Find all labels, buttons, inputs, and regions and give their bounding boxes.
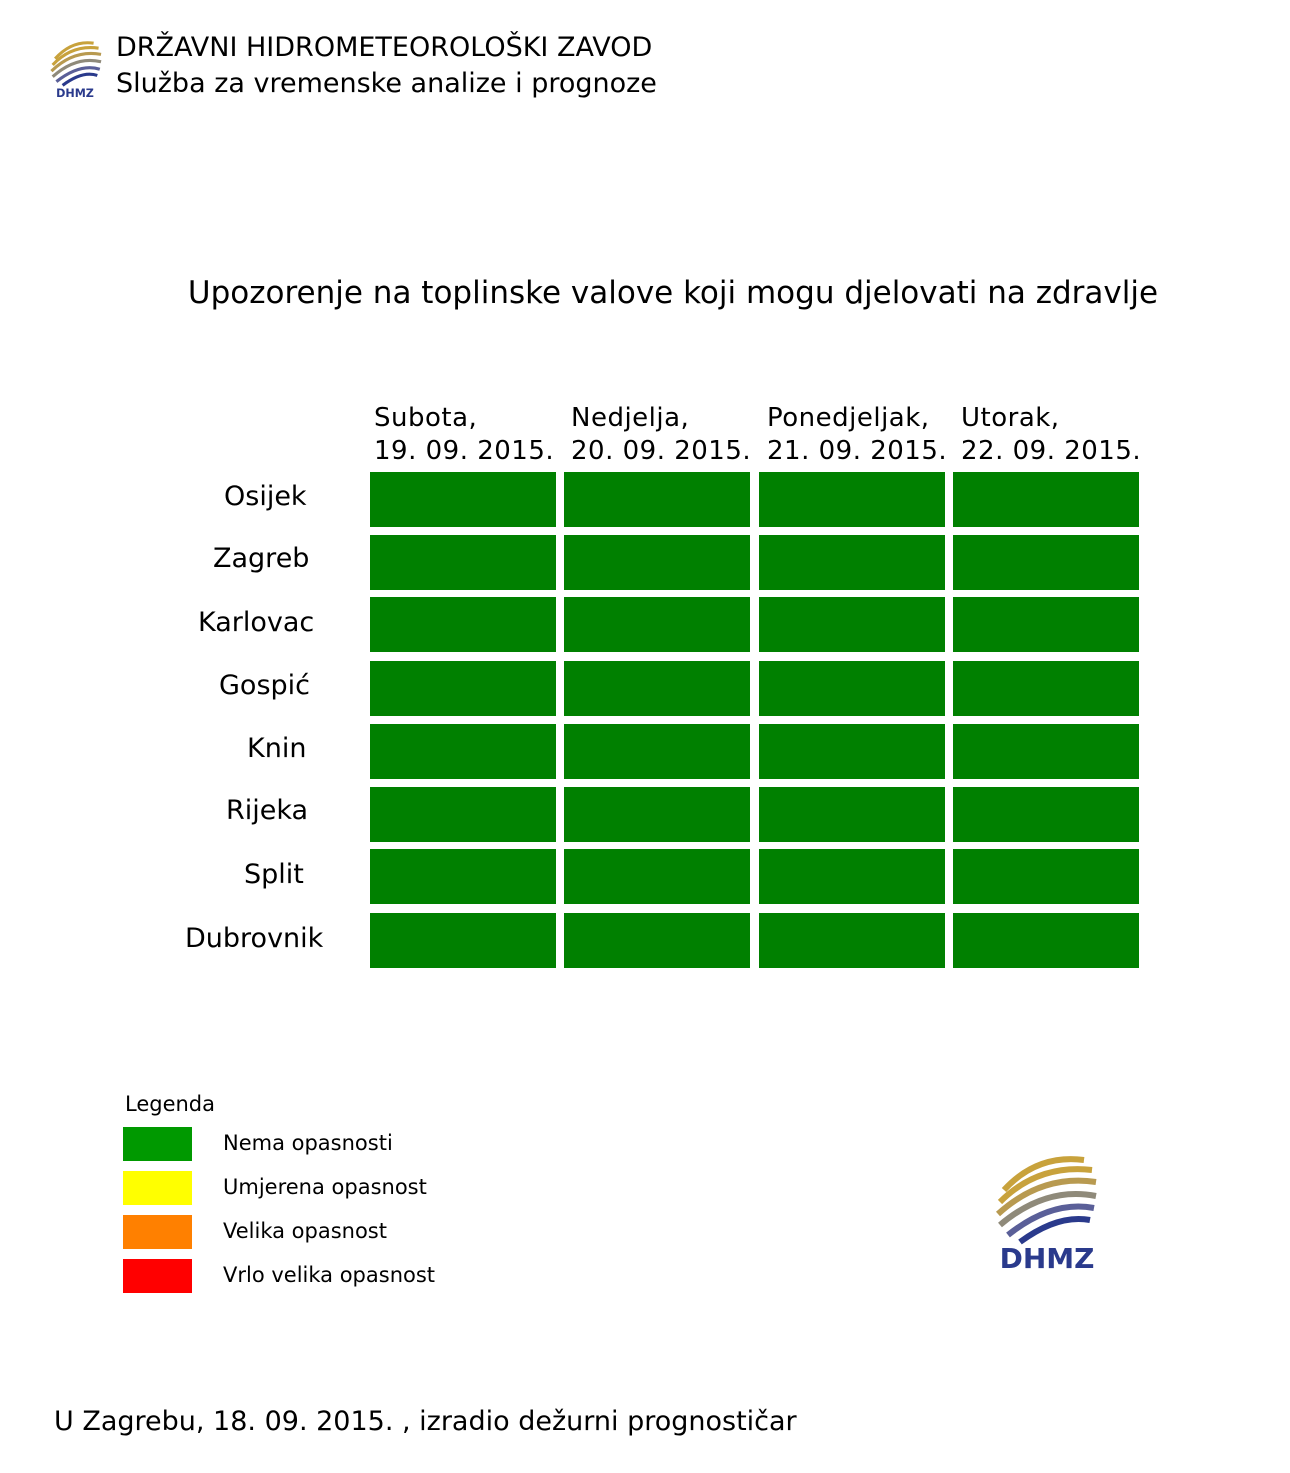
day-date: 21. 09. 2015. [767,436,948,466]
header-logo-text: DHMZ [56,87,94,100]
warning-cell [564,472,750,527]
day-name: Nedjelja, [571,403,690,433]
warning-cell [564,597,750,652]
dhmz-logo-text: DHMZ [999,1242,1095,1275]
legend-label-moderate: Umjerena opasnost [223,1175,427,1199]
warning-cell [953,724,1139,779]
legend-label-high: Velika opasnost [223,1219,387,1243]
city-label-karlovac: Karlovac [198,607,315,638]
day-header [767,402,947,468]
department-name: Služba za vremenske analize i prognoze [116,68,657,99]
warning-cell [370,472,556,527]
city-label-split: Split [244,859,304,890]
warning-cell [564,787,750,842]
city-label-osijek: Osijek [224,481,307,512]
warning-cell [564,724,750,779]
warning-cell [759,661,945,716]
city-label-dubrovnik: Dubrovnik [185,923,324,954]
legend-swatch-very-high [123,1259,192,1293]
warning-cell [953,787,1139,842]
day-date: 22. 09. 2015. [961,436,1142,466]
warning-cell [370,535,556,590]
warning-cell [370,597,556,652]
city-label-rijeka: Rijeka [226,795,309,826]
warning-cell [564,661,750,716]
warning-cell [370,849,556,904]
legend-title: Legenda [125,1092,216,1116]
warning-cell [564,535,750,590]
header-logo [44,36,106,100]
warning-cell [370,661,556,716]
warning-cell [759,472,945,527]
dhmz-swirl-icon [44,36,106,100]
warning-cell [759,849,945,904]
warning-cell [564,913,750,968]
warning-cell [564,849,750,904]
day-header [571,402,751,468]
warning-cell [953,472,1139,527]
legend-swatch-none [123,1127,192,1161]
warning-cell [370,787,556,842]
warning-cell [370,724,556,779]
day-header [961,402,1141,468]
warning-cell [953,849,1139,904]
city-label-zagreb: Zagreb [213,543,310,574]
dhmz-logo [992,1150,1102,1275]
page-title: Upozorenje na toplinske valove koji mogu djelovati na zdravlje [187,275,1159,311]
warning-cell [759,535,945,590]
warning-cell [370,913,556,968]
legend-label-none: Nema opasnosti [223,1131,393,1155]
warning-cell [953,913,1139,968]
day-name: Ponedjeljak, [767,403,930,433]
day-date: 19. 09. 2015. [374,436,555,466]
legend-label-very-high: Vrlo velika opasnost [223,1263,436,1287]
warning-cell [953,661,1139,716]
dhmz-swirl-icon [992,1150,1102,1275]
warning-cell [759,913,945,968]
day-header [374,402,554,468]
day-name: Utorak, [961,403,1060,433]
day-name: Subota, [374,403,478,433]
warning-cell [953,535,1139,590]
city-label-knin: Knin [247,733,307,764]
legend-swatch-high [123,1215,192,1249]
day-date: 20. 09. 2015. [571,436,752,466]
legend-swatch-moderate [123,1171,192,1205]
warning-cell [953,597,1139,652]
warning-cell [759,787,945,842]
warning-cell [759,724,945,779]
city-label-gospic: Gospić [219,670,310,701]
warning-cell [759,597,945,652]
org-name: DRŽAVNI HIDROMETEOROLOŠKI ZAVOD [116,32,653,63]
footer-signature: U Zagrebu, 18. 09. 2015. , izradio dežurni prognostičar [54,1406,797,1437]
